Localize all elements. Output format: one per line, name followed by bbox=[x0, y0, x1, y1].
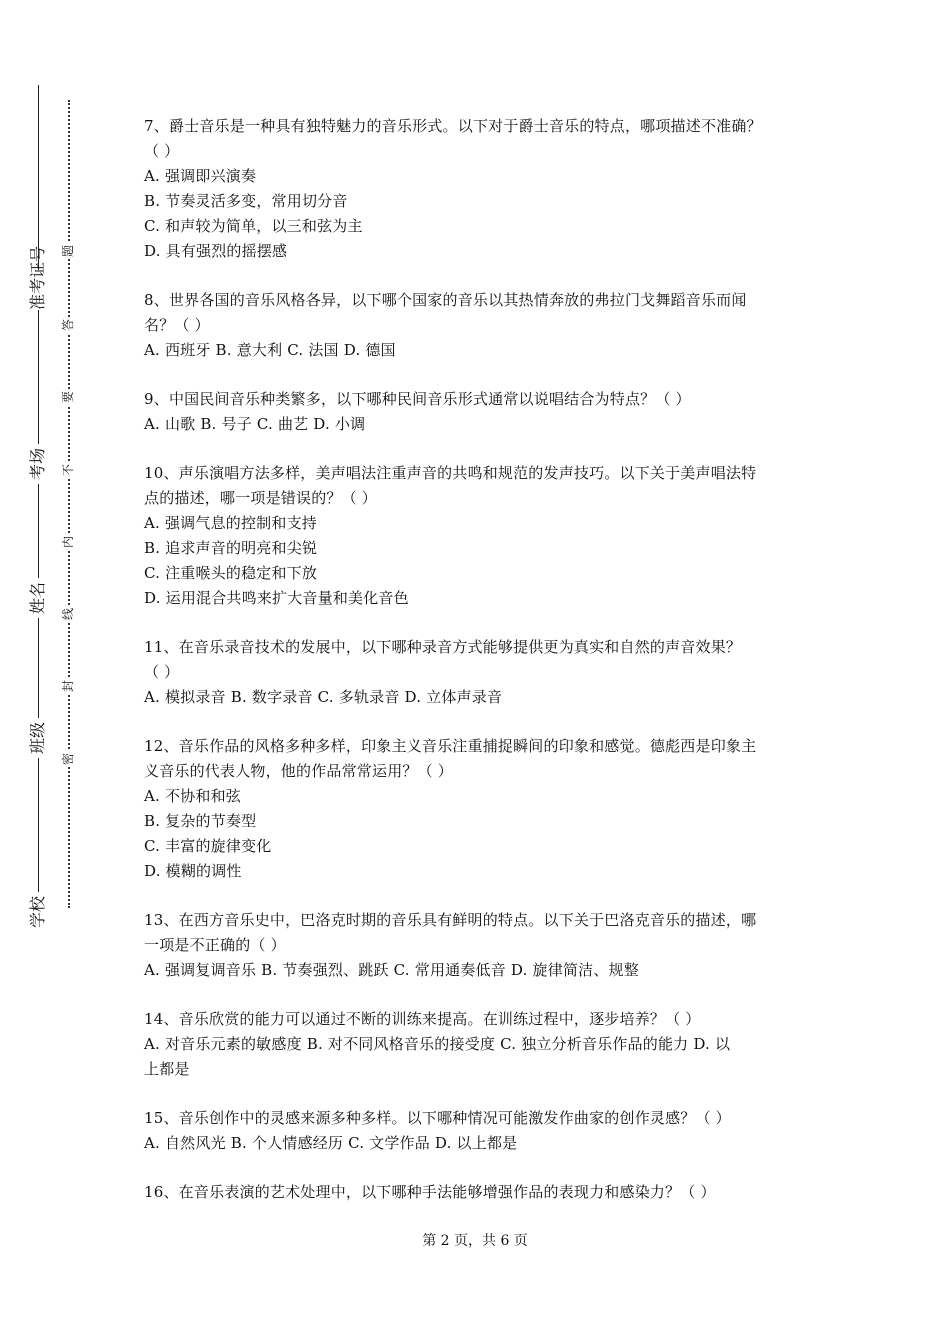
binding-solid-line bbox=[38, 85, 39, 895]
field-label-class: 班级 bbox=[30, 718, 46, 758]
options-inline: A. 强调复调音乐 B. 节奏强烈、跳跃 C. 常用通奏低音 D. 旋律简洁、规整 bbox=[144, 961, 639, 979]
options-inline: 上都是 bbox=[144, 1060, 190, 1078]
question-stem: 名？（ ） bbox=[144, 316, 210, 334]
options-inline: A. 山歌 B. 号子 C. 曲艺 D. 小调 bbox=[144, 415, 366, 433]
question-stem: 12、音乐作品的风格多种多样，印象主义音乐注重捕捉瞬间的印象和感觉。德彪西是印象主 bbox=[144, 737, 757, 755]
question-12 bbox=[144, 734, 816, 884]
question-14 bbox=[144, 1007, 816, 1082]
question-stem: 13、在西方音乐史中，巴洛克时期的音乐具有鲜明的特点。以下关于巴洛克音乐的描述，哪 bbox=[144, 911, 757, 929]
question-15 bbox=[144, 1106, 816, 1156]
answer-bracket: （ ） bbox=[144, 663, 180, 681]
question-stem: 8、世界各国的音乐风格各异，以下哪个国家的音乐以其热情奔放的弗拉门戈舞蹈音乐而闻 bbox=[144, 291, 747, 309]
option-d: D. 运用混合共鸣来扩大音量和美化音色 bbox=[144, 589, 409, 607]
question-list bbox=[144, 114, 816, 1229]
option-d: D. 模糊的调性 bbox=[144, 862, 242, 880]
option-a: A. 强调即兴演奏 bbox=[144, 167, 257, 185]
option-b: B. 追求声音的明亮和尖锐 bbox=[144, 539, 318, 557]
option-c: C. 和声较为简单，以三和弦为主 bbox=[144, 217, 363, 235]
field-label-exam-id: 准考证号 bbox=[28, 245, 47, 310]
option-a: A. 强调气息的控制和支持 bbox=[144, 514, 317, 532]
options-inline: A. 自然风光 B. 个人情感经历 C. 文学作品 D. 以上都是 bbox=[144, 1134, 518, 1152]
question-stem: 9、中国民间音乐种类繁多，以下哪种民间音乐形式通常以说唱结合为特点？（ ） bbox=[144, 390, 691, 408]
field-label-exam-room: 考场 bbox=[30, 444, 46, 484]
field-label-school: 学校 bbox=[30, 892, 46, 932]
question-9 bbox=[144, 387, 816, 437]
question-stem: 7、爵士音乐是一种具有独特魅力的音乐形式。以下对于爵士音乐的特点，哪项描述不准确？ bbox=[144, 117, 762, 135]
question-7 bbox=[144, 114, 816, 264]
binding-seal-dotted-line bbox=[68, 100, 70, 908]
seal-char: 线 bbox=[61, 608, 75, 621]
question-8 bbox=[144, 288, 816, 363]
question-stem: 15、音乐创作中的灵感来源多种多样。以下哪种情况可能激发作曲家的创作灵感？（ ） bbox=[144, 1109, 731, 1127]
options-inline: A. 对音乐元素的敏感度 B. 对不同风格音乐的接受度 C. 独立分析音乐作品的能力 D. 以 bbox=[144, 1035, 731, 1053]
options-inline: A. 模拟录音 B. 数字录音 C. 多轨录音 D. 立体声录音 bbox=[144, 688, 503, 706]
question-stem: 10、声乐演唱方法多样，美声唱法注重声音的共鸣和规范的发声技巧。以下关于美声唱法特 bbox=[144, 464, 757, 482]
option-c: C. 注重喉头的稳定和下放 bbox=[144, 564, 318, 582]
seal-char: 答 bbox=[61, 319, 75, 332]
seal-char: 不 bbox=[61, 464, 75, 477]
question-10 bbox=[144, 461, 816, 611]
option-c: C. 丰富的旋律变化 bbox=[144, 837, 272, 855]
question-11 bbox=[144, 635, 816, 710]
field-label-name: 姓名 bbox=[30, 578, 46, 618]
binding-margin bbox=[0, 0, 110, 1344]
seal-char: 要 bbox=[61, 391, 75, 404]
option-a: A. 不协和和弦 bbox=[144, 787, 241, 805]
question-stem: 11、在音乐录音技术的发展中，以下哪种录音方式能够提供更为真实和自然的声音效果？ bbox=[144, 638, 742, 656]
seal-char: 密 bbox=[61, 753, 75, 766]
question-stem: 16、在音乐表演的艺术处理中，以下哪种手法能够增强作品的表现力和感染力？（ ） bbox=[144, 1183, 716, 1201]
answer-bracket: （ ） bbox=[144, 142, 180, 160]
option-d: D. 具有强烈的摇摆感 bbox=[144, 242, 288, 260]
question-stem: 一项是不正确的（ ） bbox=[144, 936, 286, 954]
question-13 bbox=[144, 908, 816, 983]
question-stem: 点的描述，哪一项是错误的？（ ） bbox=[144, 489, 377, 507]
option-b: B. 节奏灵活多变，常用切分音 bbox=[144, 192, 348, 210]
question-stem: 14、音乐欣赏的能力可以通过不断的训练来提高。在训练过程中，逐步培养？（ ） bbox=[144, 1010, 701, 1028]
options-inline: A. 西班牙 B. 意大利 C. 法国 D. 德国 bbox=[144, 341, 396, 359]
seal-char: 题 bbox=[61, 245, 75, 258]
page-number: 第 2 页，共 6 页 bbox=[422, 1233, 528, 1249]
seal-char: 封 bbox=[61, 680, 75, 693]
question-16 bbox=[144, 1180, 816, 1205]
seal-char: 内 bbox=[61, 536, 75, 549]
question-stem: 义音乐的代表人物，他的作品常常运用？（ ） bbox=[144, 762, 453, 780]
option-b: B. 复杂的节奏型 bbox=[144, 812, 257, 830]
